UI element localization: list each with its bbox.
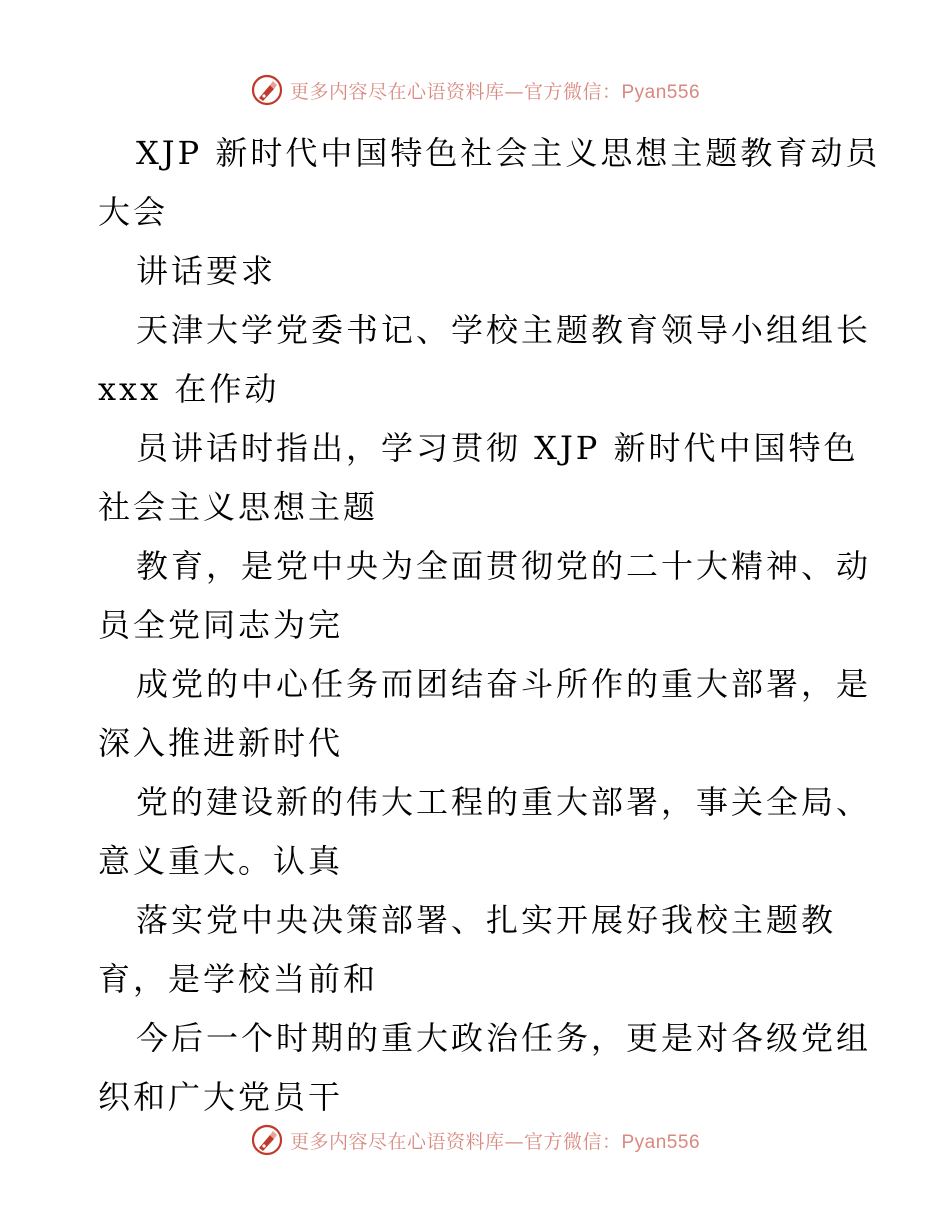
banner-text: 更多内容尽在心语资料库—官方微信：Pyan556 xyxy=(289,1130,701,1153)
document-body xyxy=(98,124,881,1127)
text-line: 成党的中心任务而团结奋斗所作的重大部署，是 xyxy=(136,665,872,703)
text-line: 今后一个时期的重大政治任务，更是对各级党组 xyxy=(136,1019,872,1057)
pen-nib-icon xyxy=(250,73,284,107)
text-line: 织和广大党员干 xyxy=(98,1078,344,1116)
text-line: 党的建设新的伟大工程的重大部署，事关全局、 xyxy=(136,783,872,821)
text-line: 落实党中央决策部署、扎实开展好我校主题教 xyxy=(136,901,837,939)
text-line: 天津大学党委书记、学校主题教育领导小组组长 xyxy=(136,311,872,349)
banner-text: 更多内容尽在心语资料库—官方微信：Pyan556 xyxy=(289,80,701,103)
text-line: 教育，是党中央为全面贯彻党的二十大精神、动 xyxy=(136,547,872,585)
text-line: 深入推进新时代 xyxy=(98,724,344,762)
text-line: 讲话要求 xyxy=(136,252,277,290)
text-line: 大会 xyxy=(98,193,169,231)
text-line: 意义重大。认真 xyxy=(98,842,344,880)
footer-banner xyxy=(0,1120,950,1160)
pen-nib-icon xyxy=(250,1123,284,1157)
text-line: 育，是学校当前和 xyxy=(98,960,379,998)
text-line: XJP 新时代中国特色社会主义思想主题教育动员 xyxy=(136,134,881,172)
text-line: 员全党同志为完 xyxy=(98,606,344,644)
text-line: 社会主义思想主题 xyxy=(98,488,379,526)
text-line: xxx 在作动 xyxy=(98,370,280,408)
text-line: 员讲话时指出，学习贯彻 XJP 新时代中国特色 xyxy=(136,429,859,467)
header-banner xyxy=(0,70,950,110)
